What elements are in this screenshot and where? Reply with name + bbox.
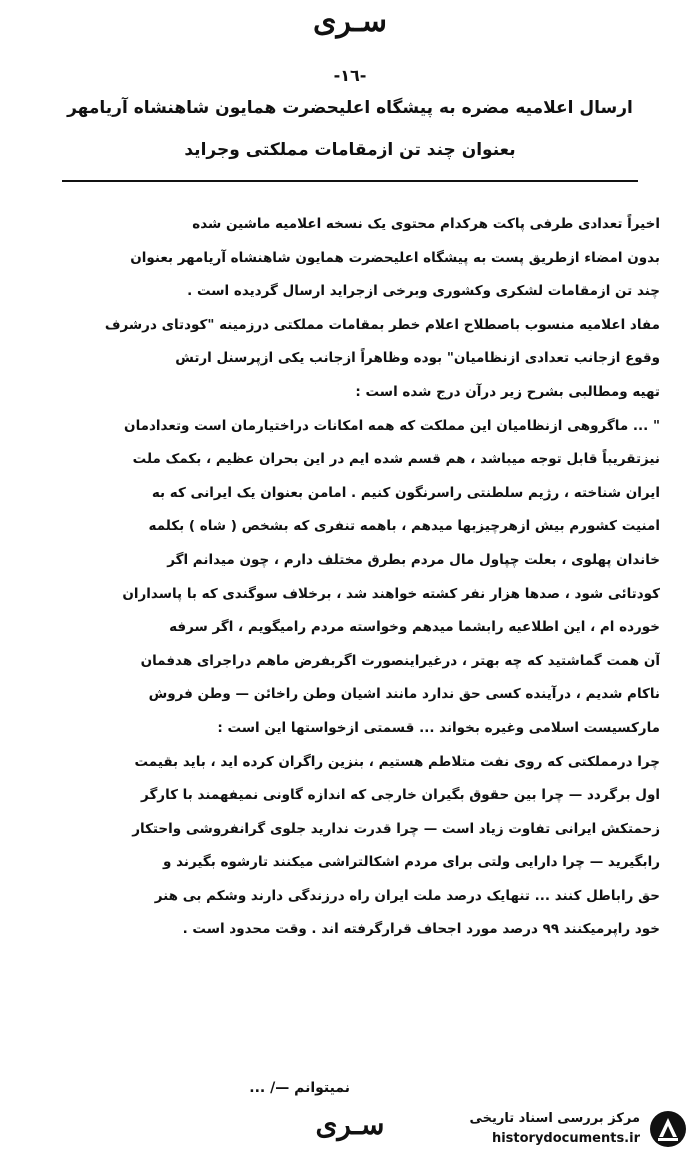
body-text-line: مارکسیست اسلامی وغیره بخواند ... قسمتی ازخواستها این است : xyxy=(217,719,660,736)
document-title-line-1: ارسال اعلامیه مضره به پیشگاه اعلیحضرت همایون شاهنشاه آریامهر xyxy=(67,98,633,118)
title-divider xyxy=(62,180,638,182)
body-text-line: کودتائی شود ، صدها هزار نفر کشته خواهند شد ، برخلاف سوگندی که با پاسداران xyxy=(122,585,660,602)
body-text-line: رابگیرید — چرا دارایی ولتی برای مردم اشکالتراشی میکنند تارشوه بگیرند و xyxy=(162,854,660,871)
document-title-line-2: بعنوان چند تن ازمقامات مملکتی وجراید xyxy=(184,140,516,160)
body-text-line: خود راپرمیکنند ۹۹ درصد مورد اجحاف قرارگرفته اند . وقت محدود است . xyxy=(182,921,660,938)
body-text-line: چند تن ازمقامات لشکری وکشوری وبرخی ازجراید ارسال گردیده است . xyxy=(187,283,660,300)
body-text-line: حق راباطل کنند ... تنهایک درصد ملت ایران راه درزندگی دارند وشکم بی هنر xyxy=(154,887,660,904)
watermark-url: historydocuments.ir xyxy=(491,1131,640,1146)
watermark-text xyxy=(470,1109,641,1149)
body-text-line: بدون امضاء ازطریق پست به پیشگاه اعلیحضرت همایون شاهنشاه آریامهر بعنوان xyxy=(130,249,660,266)
body-text-line: ایران شناخته ، رژیم سلطنتی راسرنگون کنیم . امامن بعنوان یک ایرانی که به xyxy=(151,484,660,501)
body-text-line: تهیه ومطالبی بشرح زیر درآن درج شده است : xyxy=(355,383,660,400)
body-text-line: آن همت گماشتید که چه بهتر ، درغیراینصورت اگربفرض ماهم دراجرای هدفمان xyxy=(140,652,660,669)
body-text-line: امنیت کشورم بیش ازهرچیزبها میدهم ، باهمه تنفری که بشخص ( شاه ) بکلمه xyxy=(148,518,660,535)
body-text-line: زحمتکش ایرانی تفاوت زیاد است — چرا قدرت ندارید جلوی گرانفروشی واحتکار xyxy=(132,820,660,837)
classification-mark-bottom: سـرى xyxy=(315,1108,385,1141)
body-text-line: مفاد اعلامیه منسوب باصطلاح اعلام خطر بمقامات مملکتی درزمینه "کودتای درشرف xyxy=(104,316,660,333)
body-text-line: چرا درمملکتی که روی نفت متلاطم هستیم ، بنزین راگران کرده اید ، باید بقیمت xyxy=(134,753,660,770)
signature-line: نمیتوانم —/ ... xyxy=(249,1080,350,1096)
archive-watermark xyxy=(398,1104,688,1154)
body-text-line: خاندان پهلوی ، بعلت چپاول مال مردم بطرق مختلف دارم ، چون میدانم اگر xyxy=(167,551,660,568)
body-text-line: " ... ماگروهی ازنظامیان این مملکت که همه امکانات دراختیارمان است وتعدادمان xyxy=(124,417,660,434)
body-text-line: نیزتقریباً قابل توجه میباشد ، هم قسم شده ایم در این بحران عظیم ، بکمک ملت xyxy=(132,451,660,468)
body-text-line: وقوع ازجانب تعدادی ازنظامیان" بوده وظاهراً ازجانب یکی ازپرسنل ارتش xyxy=(175,350,660,367)
document-body xyxy=(40,208,660,947)
body-text-line: اخیراً تعدادی طرفی پاکت هرکدام محتوی یک نسخه اعلامیه ماشین شده xyxy=(192,216,660,232)
page-number: -۱٦- xyxy=(333,66,367,85)
classification-mark-top: سـرى xyxy=(313,4,387,39)
archive-logo-icon xyxy=(648,1109,688,1149)
body-text-line: ناکام شدیم ، درآینده کسی حق ندارد مانند اشیان وطن راخائن — وطن فروش xyxy=(148,686,660,703)
watermark-name: مرکز بررسی اسناد تاریخی xyxy=(469,1111,640,1126)
body-text-line: اول برگردد — چرا بین حقوق بگیران خارجی که اندازه گاونی نمیفهمند با کارگر xyxy=(141,787,660,804)
body-text-line: خورده ام ، این اطلاعیه رابشما میدهم وخواسته مردم رامیگویم ، اگر سرفه xyxy=(169,619,660,636)
